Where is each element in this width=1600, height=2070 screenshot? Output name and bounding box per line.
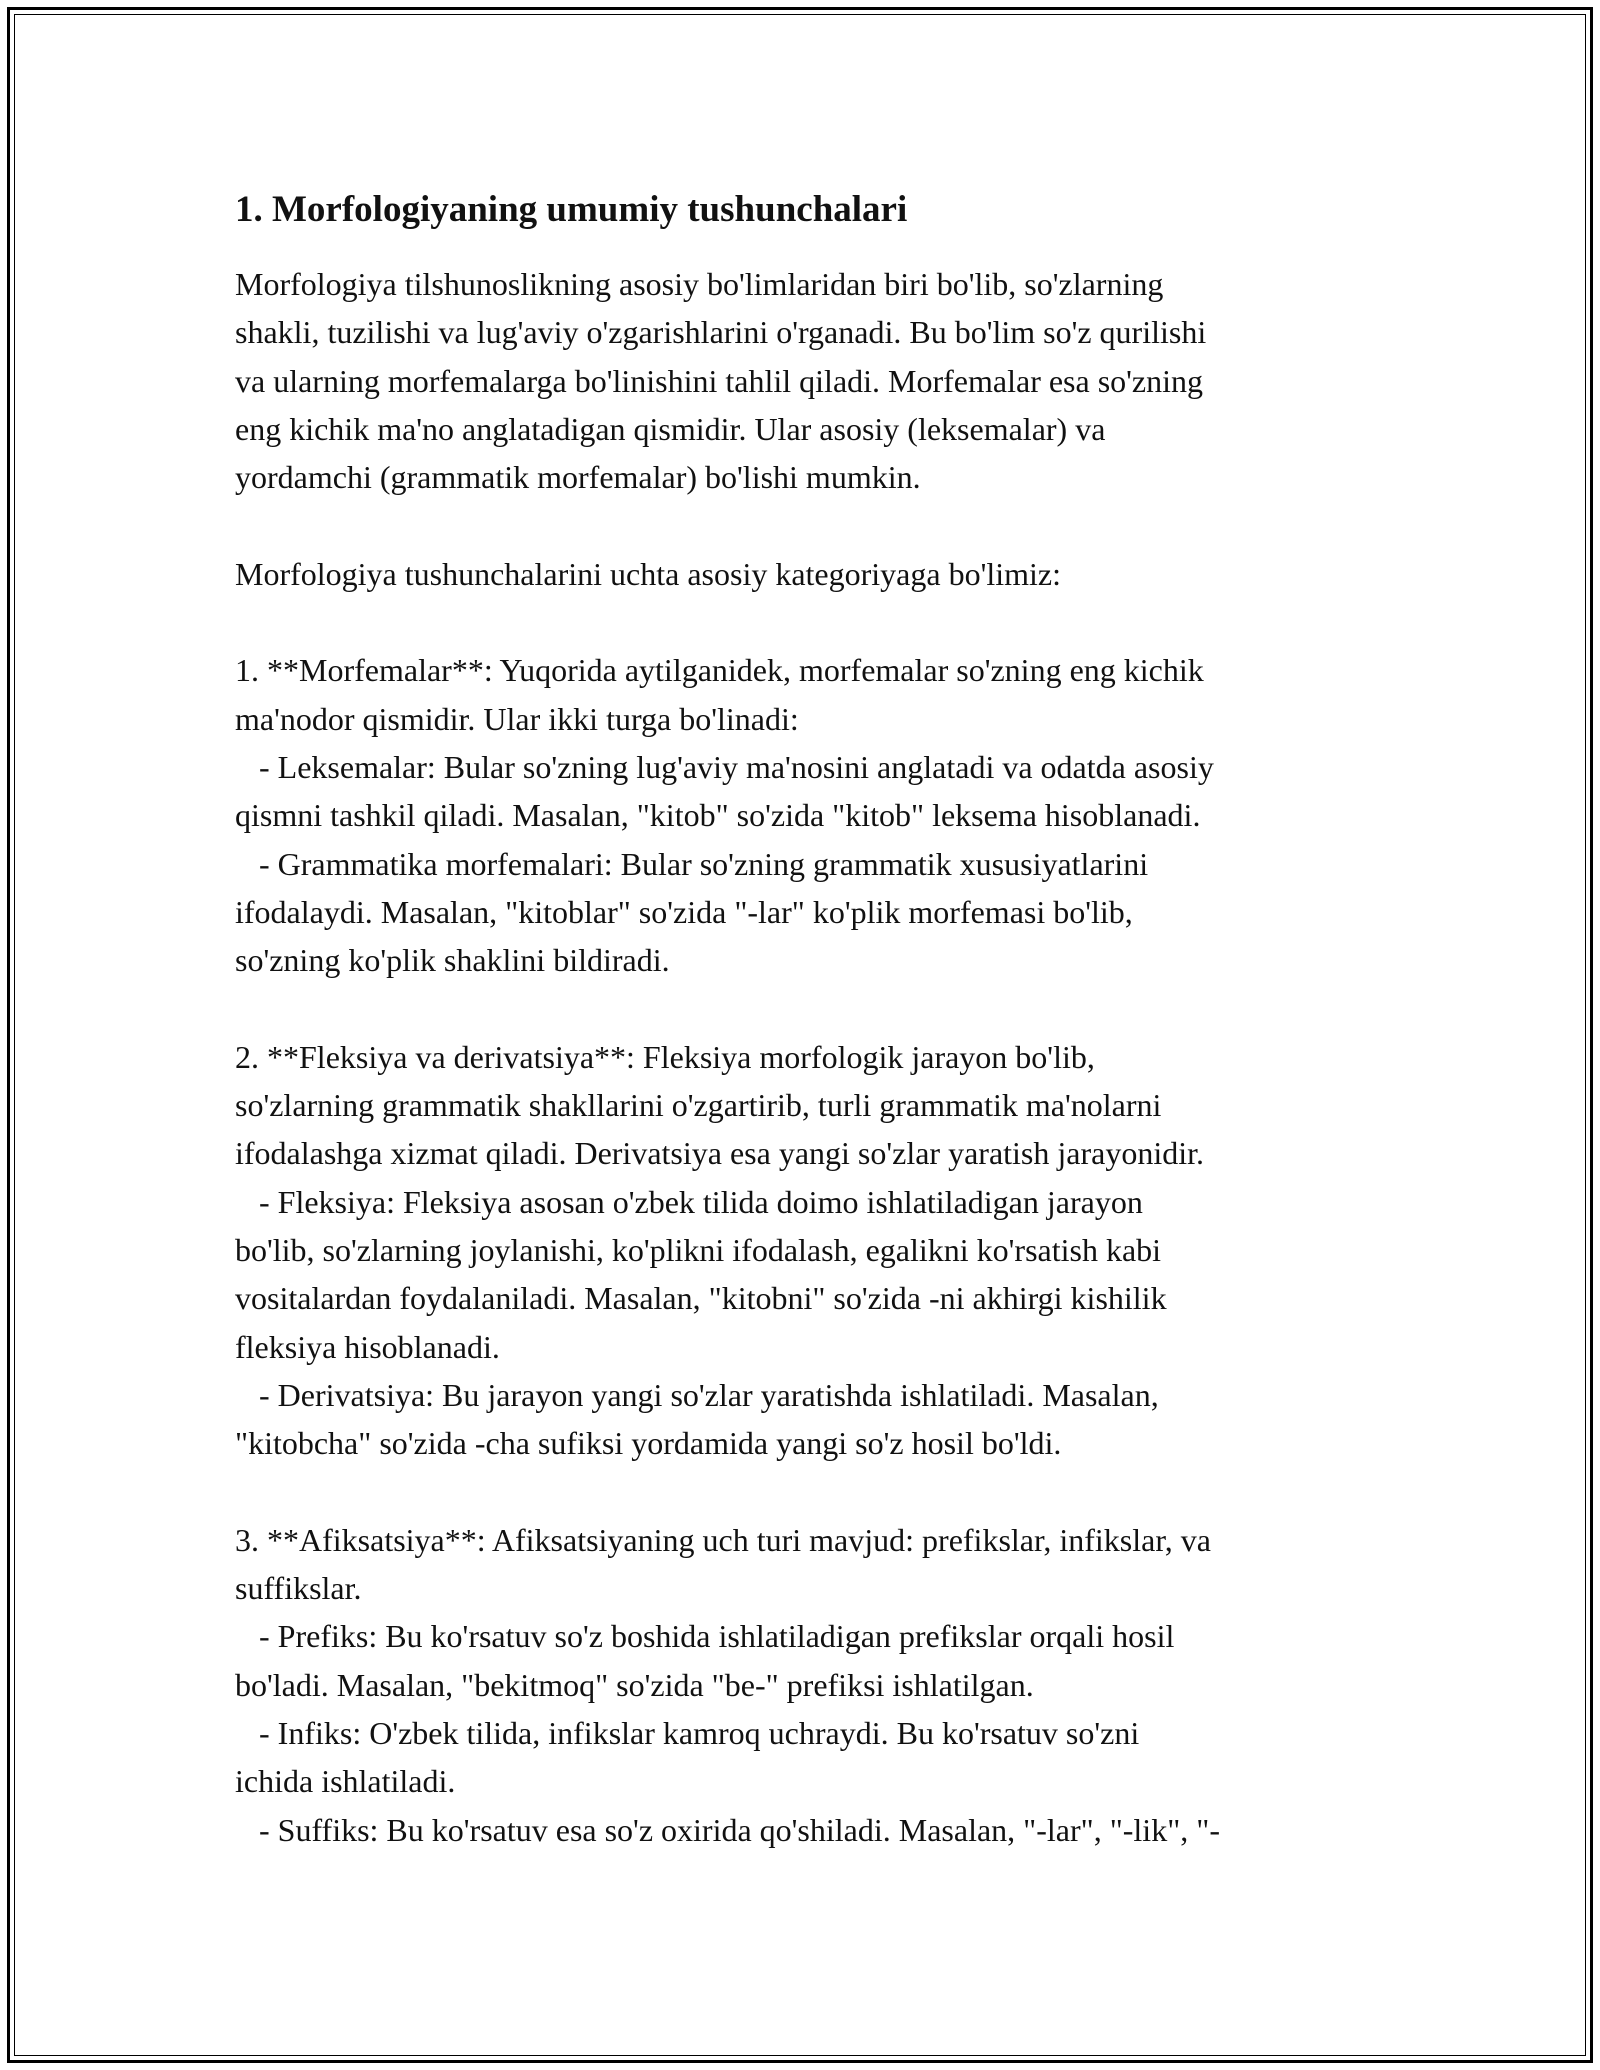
blank-line [235, 501, 1385, 549]
text-line: bo'ladi. Masalan, "bekitmoq" so'zida "be-" prefiksi ishlatilgan. [235, 1666, 1034, 1703]
text-line: 3. **Afiksatsiya**: Afiksatsiyaning uch turi mavjud: prefikslar, infikslar, va [235, 1521, 1211, 1558]
text-line: suffikslar. [235, 1570, 362, 1607]
text-line: - Leksemalar: Bular so'zning lug'aviy ma'nosini anglatadi va odatda asosiy [235, 748, 1214, 785]
blank-line [235, 984, 1385, 1032]
text-line: - Prefiks: Bu ko'rsatuv so'z boshida ishlatiladigan prefikslar orqali hosil [235, 1618, 1175, 1655]
text-line: "kitobcha" so'zida -cha sufiksi yordamida yangi so'z hosil bo'ldi. [235, 1425, 1062, 1462]
text-line: ifodalashga xizmat qiladi. Derivatsiya esa yangi so'zlar yaratish jarayonidir. [235, 1135, 1204, 1172]
text-line: qismni tashkil qiladi. Masalan, "kitob" so'zida "kitob" leksema hisoblanadi. [235, 797, 1201, 834]
text-line: - Grammatika morfemalari: Bular so'zning grammatik xususiyatlarini [235, 845, 1149, 882]
text-line: Morfologiya tilshunoslikning asosiy bo'limlaridan biri bo'lib, so'zlarning [235, 266, 1164, 302]
text-line: 2. **Fleksiya va derivatsiya**: Fleksiya morfologik jarayon bo'lib, [235, 1038, 1095, 1075]
text-line: ma'nodor qismidir. Ular ikki turga bo'linadi: [235, 700, 799, 737]
blank-line [235, 598, 1385, 646]
text-line: yordamchi (grammatik morfemalar) bo'lishi mumkin. [235, 459, 921, 496]
text-line: so'zlarning grammatik shakllarini o'zgartirib, turli grammatik ma'nolarni [235, 1087, 1162, 1124]
text-line: vositalardan foydalaniladi. Masalan, "kitobni" so'zida -ni akhirgi kishilik [235, 1280, 1167, 1317]
text-line: bo'lib, so'zlarning joylanishi, ko'plikni ifodalash, egalikni ko'rsatish kabi [235, 1231, 1162, 1268]
text-line: - Fleksiya: Fleksiya asosan o'zbek tilida doimo ishlatiladigan jarayon [235, 1183, 1143, 1220]
text-line: 1. **Morfemalar**: Yuqorida aytilganidek, morfemalar so'zning eng kichik [235, 652, 1204, 689]
section-heading: 1. Morfologiyaning umumiy tushunchalari [235, 189, 908, 230]
text-line: eng kichik ma'no anglatadigan qismidir. Ular asosiy (leksemalar) va [235, 410, 1106, 447]
text-line: - Infiks: O'zbek tilida, infikslar kamroq uchraydi. Bu ko'rsatuv so'zni [235, 1714, 1140, 1751]
text-line: ichida ishlatiladi. [235, 1763, 456, 1800]
blank-line [235, 1467, 1385, 1515]
text-line: ifodalaydi. Masalan, "kitoblar" so'zida "-lar" ko'plik morfemasi bo'lib, [235, 893, 1133, 930]
text-line: va ularning morfemalarga bo'linishini tahlil qiladi. Morfemalar esa so'zning [235, 362, 1204, 399]
text-line: shakli, tuzilishi va lug'aviy o'zgarishlarini o'rganadi. Bu bo'lim so'z qurilishi [235, 314, 1207, 351]
text-line: Morfologiya tushunchalarini uchta asosiy kategoriyaga bo'limiz: [235, 555, 1061, 592]
text-lines [235, 260, 1385, 1854]
text-line: so'zning ko'plik shaklini bildiradi. [235, 942, 670, 979]
text-line: - Suffiks: Bu ko'rsatuv esa so'z oxirida qo'shiladi. Masalan, "-lar", "-lik", "- [235, 1811, 1220, 1848]
document-body [235, 188, 1385, 1854]
text-line: fleksiya hisoblanadi. [235, 1328, 500, 1365]
text-line: - Derivatsiya: Bu jarayon yangi so'zlar yaratishda ishlatiladi. Masalan, [235, 1376, 1159, 1413]
